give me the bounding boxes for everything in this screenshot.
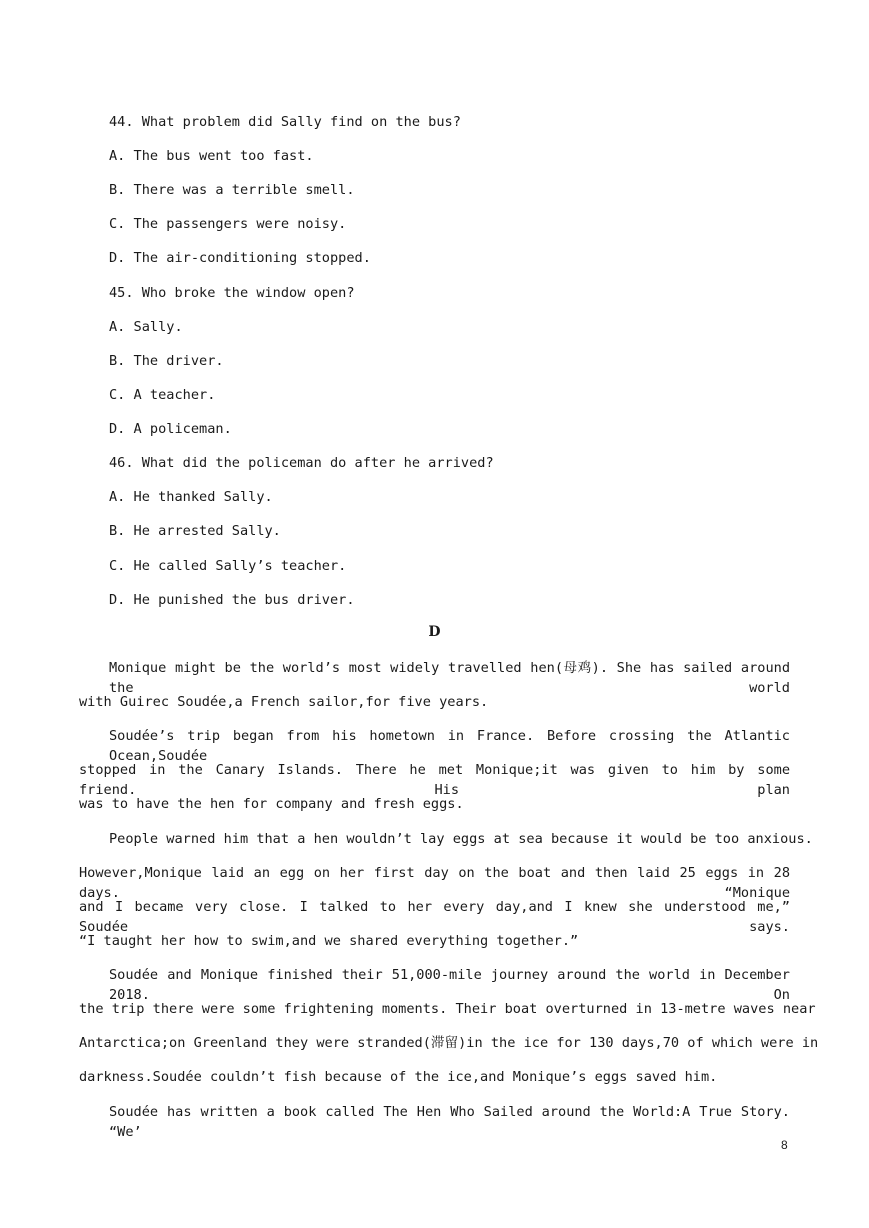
section-heading: D [428, 624, 441, 640]
option-45-d: D. A policeman. [109, 421, 232, 437]
passage-line: Soudée has written a book called The Hen Who Sailed around the World:A True Story. “We’ [109, 1104, 790, 1140]
page-number: 8 [781, 1138, 788, 1152]
passage-line: darkness.Soudée couldn’t fish because of the ice,and Monique’s eggs saved him. [79, 1069, 718, 1085]
passage-line: the trip there were some frightening moments. Their boat overturned in 13-metre waves near [79, 1001, 816, 1017]
question-45-prompt: 45. Who broke the window open? [109, 285, 355, 301]
question-44-prompt: 44. What problem did Sally find on the bus? [109, 114, 461, 130]
option-45-a: A. Sally. [109, 319, 183, 335]
passage-line: Monique might be the world’s most widely travelled hen(母鸡). She has sailed around the world [109, 660, 790, 696]
passage-line: and I became very close. I talked to her every day,and I knew she understood me,” Soudée says. [79, 899, 790, 935]
passage-line: “I taught her how to swim,and we shared everything together.” [79, 933, 579, 949]
passage-line: with Guirec Soudée,a French sailor,for five years. [79, 694, 489, 710]
option-46-a: A. He thanked Sally. [109, 489, 273, 505]
question-46-prompt: 46. What did the policeman do after he arrived? [109, 455, 494, 471]
passage-line: was to have the hen for company and fresh eggs. [79, 796, 464, 812]
passage-line: However,Monique laid an egg on her first day on the boat and then laid 25 eggs in 28 days. “Monique [79, 865, 790, 901]
option-44-d: D. The air-conditioning stopped. [109, 250, 371, 266]
option-44-c: C. The passengers were noisy. [109, 216, 347, 232]
option-45-b: B. The driver. [109, 353, 224, 369]
passage-line: Soudée’s trip began from his hometown in France. Before crossing the Atlantic Ocean,Soudée [109, 728, 790, 764]
option-46-c: C. He called Sally’s teacher. [109, 558, 347, 574]
passage-line: Antarctica;on Greenland they were stranded(滞留)in the ice for 130 days,70 of which were in [79, 1035, 819, 1051]
passage-line: stopped in the Canary Islands. There he met Monique;it was given to him by some friend. His plan [79, 762, 790, 798]
option-44-a: A. The bus went too fast. [109, 148, 314, 164]
passage-line: Soudée and Monique finished their 51,000-mile journey around the world in December 2018. On [109, 967, 790, 1003]
option-45-c: C. A teacher. [109, 387, 216, 403]
option-44-b: B. There was a terrible smell. [109, 182, 355, 198]
option-46-d: D. He punished the bus driver. [109, 592, 355, 608]
passage-line: People warned him that a hen wouldn’t lay eggs at sea because it would be too anxious. [109, 831, 813, 847]
option-46-b: B. He arrested Sally. [109, 523, 281, 539]
